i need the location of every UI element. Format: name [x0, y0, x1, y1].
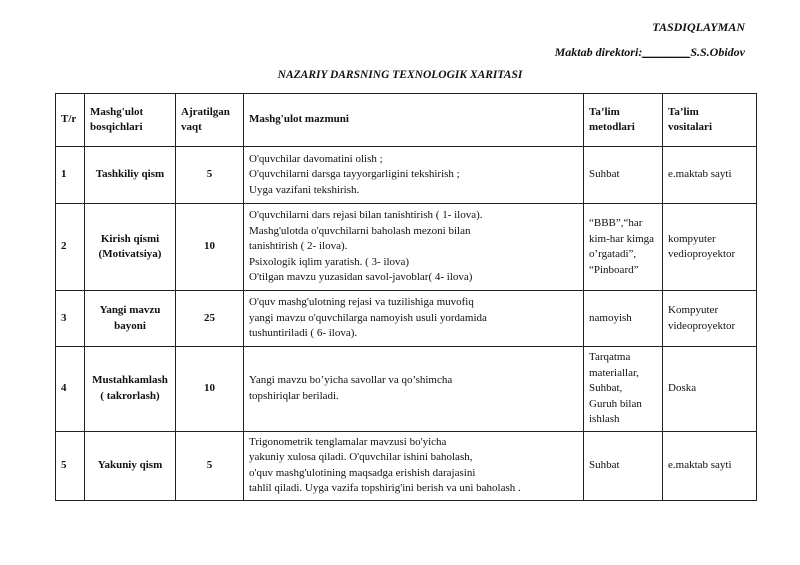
- row-stage: Yangi mavzu bayoni: [85, 291, 176, 347]
- approval-label: TASDIQLAYMAN: [652, 20, 745, 34]
- document-title: NAZARIY DARSNING TEXNOLOGIK XARITASI: [277, 69, 523, 81]
- row-content: O'quv mashg'ulotning rejasi va tuzilishiga muvofiq yangi mavzu o'quvchilarga namoyish usuli yordamida tushuntiriladi ( 6- ilova).: [244, 291, 584, 347]
- table-header-row: [56, 94, 757, 147]
- signature-blank: ________: [642, 45, 691, 59]
- row-tools: kompyuter vedioproyektor: [663, 204, 757, 291]
- row-number: 3: [56, 291, 85, 347]
- row-stage: Yakuniy qism: [85, 431, 176, 500]
- table-row: [56, 291, 757, 347]
- header-methods: Ta’lim metodlari: [584, 94, 663, 147]
- table-row: [56, 204, 757, 291]
- row-tools: Doska: [663, 347, 757, 432]
- row-tools: e.maktab sayti: [663, 147, 757, 204]
- row-number: 5: [56, 431, 85, 500]
- table-row: [56, 147, 757, 204]
- row-methods: Suhbat: [584, 147, 663, 204]
- header-tools: Ta’lim vositalari: [663, 94, 757, 147]
- row-number: 4: [56, 347, 85, 432]
- row-content: O'quvchilar davomatini olish ; O'quvchilarni darsga tayyorgarligini tekshirish ; Uyga vazifani tekshirish.: [244, 147, 584, 204]
- row-time: 5: [176, 147, 244, 204]
- row-stage: Mustahkamlash ( takrorlash): [85, 347, 176, 432]
- row-number: 1: [56, 147, 85, 204]
- row-content: O'quvchilarni dars rejasi bilan tanishtirish ( 1- ilova). Mashg'ulotda o'quvchilarni baholash mezoni bilan tanishtirish ( 2- ilova). Psixologik iqlim yaratish. ( 3- ilova) O'tilgan mavzu yuzasidan savol-javoblar( 4- ilova): [244, 204, 584, 291]
- header-content: Mashg'ulot mazmuni: [244, 94, 584, 147]
- row-content: Yangi mavzu bo’yicha savollar va qo’shimcha topshiriqlar beriladi.: [244, 347, 584, 432]
- row-time: 5: [176, 431, 244, 500]
- row-number: 2: [56, 204, 85, 291]
- row-time: 25: [176, 291, 244, 347]
- row-methods: “BBB”,“har kim-har kimga o’rgatadi”, “Pinboard”: [584, 204, 663, 291]
- row-methods: Tarqatma materiallar, Suhbat, Guruh bilan ishlash: [584, 347, 663, 432]
- row-time: 10: [176, 204, 244, 291]
- row-tools: e.maktab sayti: [663, 431, 757, 500]
- row-methods: Suhbat: [584, 431, 663, 500]
- technology-map-table: [55, 93, 757, 501]
- row-tools: Kompyuter videoproyektor: [663, 291, 757, 347]
- row-methods: namoyish: [584, 291, 663, 347]
- director-line: [555, 45, 745, 60]
- header-time: Ajratilgan vaqt: [176, 94, 244, 147]
- header-stage: Mashg'ulot bosqichlari: [85, 94, 176, 147]
- row-content: Trigonometrik tenglamalar mavzusi bo'yicha yakuniy xulosa qiladi. O'quvchilar ishini baholash, o'quv mashg'ulotining maqsadga erishish darajasini tahlil qiladi. Uyga vazifa topshirig'ini berish va uni baholash .: [244, 431, 584, 500]
- director-label: Maktab direktori:: [554, 45, 643, 59]
- director-name: S.S.Obidov: [690, 45, 745, 59]
- row-time: 10: [176, 347, 244, 432]
- table-row: [56, 431, 757, 500]
- table-row: [56, 347, 757, 432]
- row-stage: Tashkiliy qism: [85, 147, 176, 204]
- header-number: T/r: [56, 94, 85, 147]
- row-stage: Kirish qismi (Motivatsiya): [85, 204, 176, 291]
